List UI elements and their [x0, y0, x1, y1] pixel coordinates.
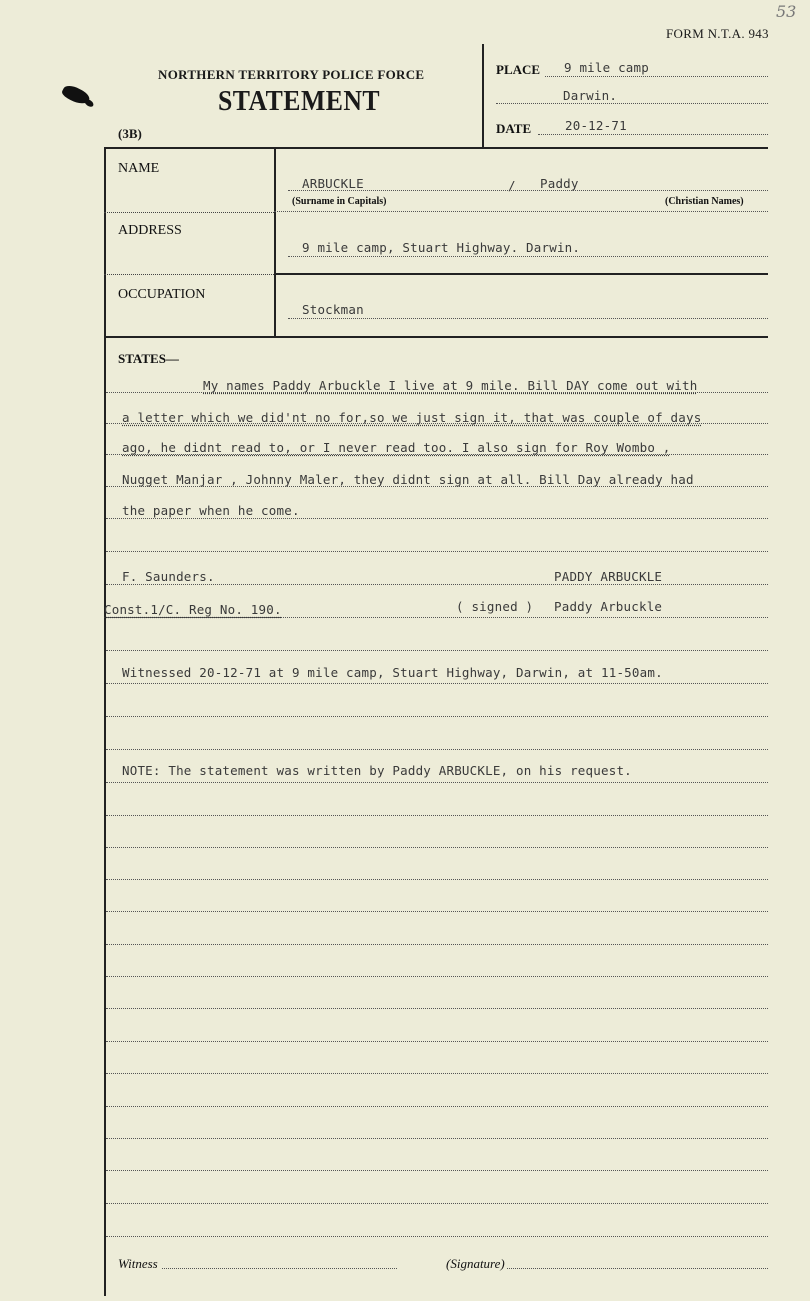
note-line: NOTE: The statement was written by Paddy ARBUCKLE, on his request.	[122, 763, 632, 778]
ruled-line	[106, 782, 768, 783]
signature-label: (Signature)	[446, 1256, 505, 1271]
ruled-line	[106, 911, 768, 912]
address-line	[288, 256, 768, 257]
row-rule-address-left	[104, 273, 274, 275]
ruled-line	[106, 683, 768, 684]
frame-top	[104, 147, 768, 149]
christian-name-value: Paddy	[540, 176, 579, 191]
name-separator: /	[508, 178, 516, 193]
ruled-line	[106, 944, 768, 945]
page-title: STATEMENT	[218, 86, 381, 117]
statement-line-5: the paper when he come.	[122, 503, 300, 518]
place-line-1	[545, 76, 768, 77]
ruled-line	[106, 584, 768, 585]
address-label: ADDRESS	[118, 223, 182, 238]
statement-line-1: My names Paddy Arbuckle I live at 9 mile. Bill DAY come out with	[203, 378, 698, 393]
states-label: STATES—	[118, 351, 179, 366]
occupation-label: OCCUPATION	[118, 287, 206, 302]
page-number: 53	[776, 2, 797, 21]
ruled-line	[106, 879, 768, 880]
ruled-line	[106, 617, 768, 618]
ruled-line	[106, 1138, 768, 1139]
occupation-value: Stockman	[302, 302, 364, 317]
christian-caption: (Christian Names)	[665, 196, 744, 207]
signed-marker: ( signed )	[456, 599, 534, 614]
witness-line	[162, 1268, 397, 1269]
ruled-line	[106, 518, 768, 519]
ruled-line	[106, 1170, 768, 1171]
date-line	[538, 134, 768, 135]
surname-caption: (Surname in Capitals)	[292, 196, 387, 207]
ruled-line	[106, 815, 768, 816]
date-value: 20-12-71	[565, 118, 627, 133]
ruled-line	[106, 1106, 768, 1107]
ruled-line	[106, 1008, 768, 1009]
org-name: NORTHERN TERRITORY POLICE FORCE	[158, 67, 425, 82]
occupation-line	[288, 318, 768, 319]
ruled-line	[106, 1073, 768, 1074]
place-value-2: Darwin.	[563, 88, 618, 103]
row-rule-name	[104, 211, 274, 213]
ruled-line	[106, 551, 768, 552]
ruled-line	[106, 976, 768, 977]
frame-left	[104, 147, 106, 1296]
signatory-name: PADDY ARBUCKLE	[554, 569, 663, 584]
date-label: DATE	[496, 121, 532, 136]
statement-line-3: ago, he didnt read to, or I never read too. I also sign for Roy Wombo ,	[122, 440, 671, 455]
ruled-line	[106, 1203, 768, 1204]
place-label: PLACE	[496, 62, 541, 77]
witness-label: Witness	[118, 1256, 158, 1271]
punch-hole-tail	[83, 98, 95, 109]
ruled-line	[106, 847, 768, 848]
statement-line-4: Nugget Manjar , Johnny Maler, they didnt sign at all. Bill Day already had	[122, 472, 694, 487]
ruled-line	[106, 650, 768, 651]
ruled-line	[106, 1041, 768, 1042]
ruled-line	[106, 1236, 768, 1237]
row-rule-address	[274, 273, 768, 275]
name-label: NAME	[118, 161, 160, 176]
place-value-1: 9 mile camp	[564, 60, 649, 75]
row-rule-occupation	[104, 336, 768, 338]
officer-name: F. Saunders.	[122, 569, 215, 584]
form-number: FORM N.T.A. 943	[666, 26, 769, 41]
ruled-line	[106, 716, 768, 717]
surname-value: ARBUCKLE	[302, 176, 364, 191]
statement-line-2: a letter which we did'nt no for,so we just sign it, that was couple of days	[122, 410, 702, 425]
address-value: 9 mile camp, Stuart Highway. Darwin.	[302, 240, 581, 255]
witnessed-line: Witnessed 20-12-71 at 9 mile camp, Stuart Highway, Darwin, at 11-50am.	[122, 665, 663, 680]
ruled-line	[106, 749, 768, 750]
signature-line	[507, 1268, 768, 1269]
header-divider	[482, 44, 484, 148]
form-code: (3B)	[118, 126, 142, 141]
officer-rank: Const.1/C. Reg No. 190.	[104, 602, 282, 617]
name-line-2	[274, 211, 768, 212]
signed-name: Paddy Arbuckle	[554, 599, 663, 614]
fields-divider	[274, 147, 276, 337]
place-line-2	[496, 103, 768, 104]
